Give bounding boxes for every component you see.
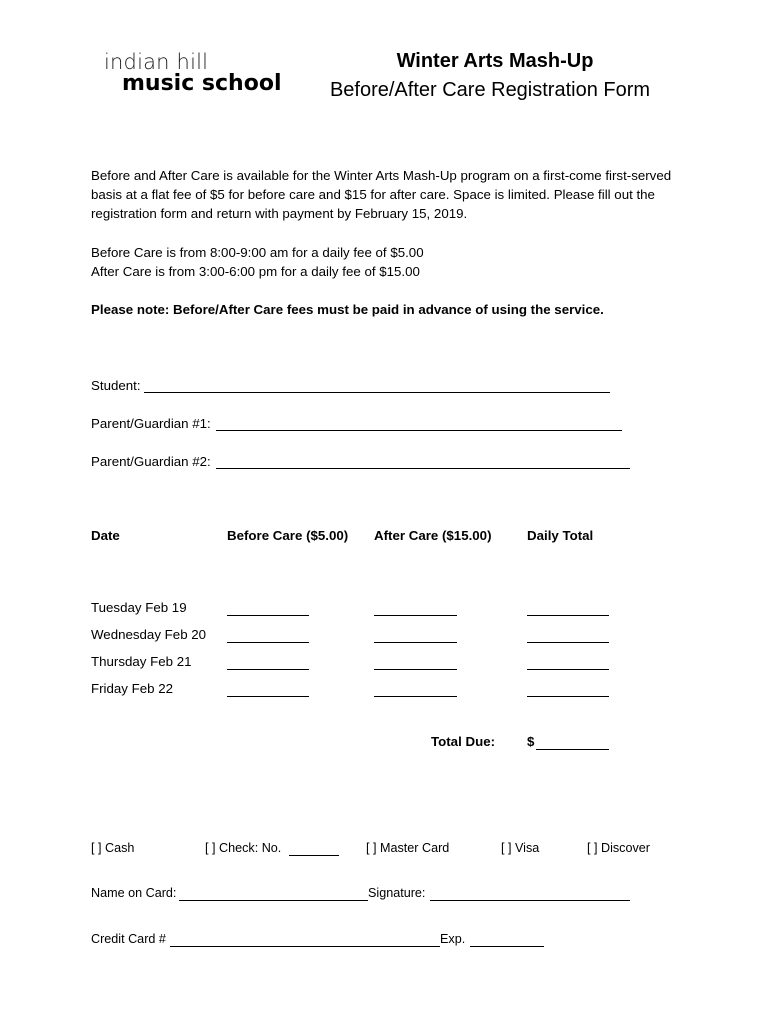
- signature-input[interactable]: [430, 900, 630, 901]
- student-input[interactable]: [144, 392, 610, 393]
- name-on-card-label: Name on Card:: [91, 886, 177, 900]
- daily-total-input[interactable]: [527, 615, 609, 616]
- mastercard-checkbox[interactable]: [ ] Master Card: [366, 841, 450, 855]
- guardian2-input[interactable]: [216, 468, 630, 469]
- logo-text-bottom: music school: [122, 71, 282, 96]
- before-care-input[interactable]: [227, 696, 309, 697]
- page-subtitle: Before/After Care Registration Form: [329, 79, 651, 101]
- check-number-input[interactable]: [289, 855, 339, 856]
- after-care-hours: After Care is from 3:00-6:00 pm for a daily fee of $15.00: [91, 264, 420, 279]
- column-header-after-care: After Care ($15.00): [374, 528, 492, 543]
- student-label: Student:: [91, 378, 141, 393]
- payment-note: Please note: Before/After Care fees must be paid in advance of using the service.: [91, 302, 604, 317]
- visa-checkbox[interactable]: [ ] Visa: [501, 841, 540, 855]
- guardian2-label: Parent/Guardian #2:: [91, 454, 211, 469]
- page-title: Winter Arts Mash-Up: [396, 50, 594, 72]
- exp-input[interactable]: [470, 946, 544, 947]
- total-due-label: Total Due:: [431, 734, 496, 749]
- before-care-hours: Before Care is from 8:00-9:00 am for a daily fee of $5.00: [91, 245, 424, 260]
- name-on-card-input[interactable]: [179, 900, 368, 901]
- column-header-daily-total: Daily Total: [527, 528, 594, 543]
- discover-checkbox[interactable]: [ ] Discover: [587, 841, 650, 855]
- after-care-input[interactable]: [374, 669, 457, 670]
- after-care-input[interactable]: [374, 696, 457, 697]
- row-date: Tuesday Feb 19: [91, 600, 187, 615]
- exp-label: Exp.: [440, 932, 466, 946]
- daily-total-input[interactable]: [527, 642, 609, 643]
- column-header-date: Date: [91, 528, 120, 543]
- credit-card-input[interactable]: [170, 946, 440, 947]
- before-care-input[interactable]: [227, 642, 309, 643]
- row-date: Wednesday Feb 20: [91, 627, 207, 642]
- after-care-input[interactable]: [374, 615, 457, 616]
- total-due-currency: $: [527, 734, 535, 749]
- daily-total-input[interactable]: [527, 696, 609, 697]
- credit-card-label: Credit Card #: [91, 932, 166, 946]
- row-date: Friday Feb 22: [91, 681, 174, 696]
- total-due-input[interactable]: [536, 749, 609, 750]
- signature-label: Signature:: [368, 886, 426, 900]
- cash-checkbox[interactable]: [ ] Cash: [91, 841, 135, 855]
- before-care-input[interactable]: [227, 615, 309, 616]
- row-date: Thursday Feb 21: [91, 654, 192, 669]
- check-checkbox[interactable]: [ ] Check: No.: [205, 841, 282, 855]
- intro-paragraph: Before and After Care is available for the Winter Arts Mash-Up program on a first-come first-served basis at a flat fee of $5 for before care and $15 for after care. Space is limited. Please fill out the registration form and return with payment by February 15, 2019.: [91, 168, 672, 221]
- guardian1-input[interactable]: [216, 430, 622, 431]
- after-care-input[interactable]: [374, 642, 457, 643]
- column-header-before-care: Before Care ($5.00): [227, 528, 349, 543]
- logo-text-top: indian hill: [104, 50, 209, 74]
- guardian1-label: Parent/Guardian #1:: [91, 416, 211, 431]
- daily-total-input[interactable]: [527, 669, 609, 670]
- before-care-input[interactable]: [227, 669, 309, 670]
